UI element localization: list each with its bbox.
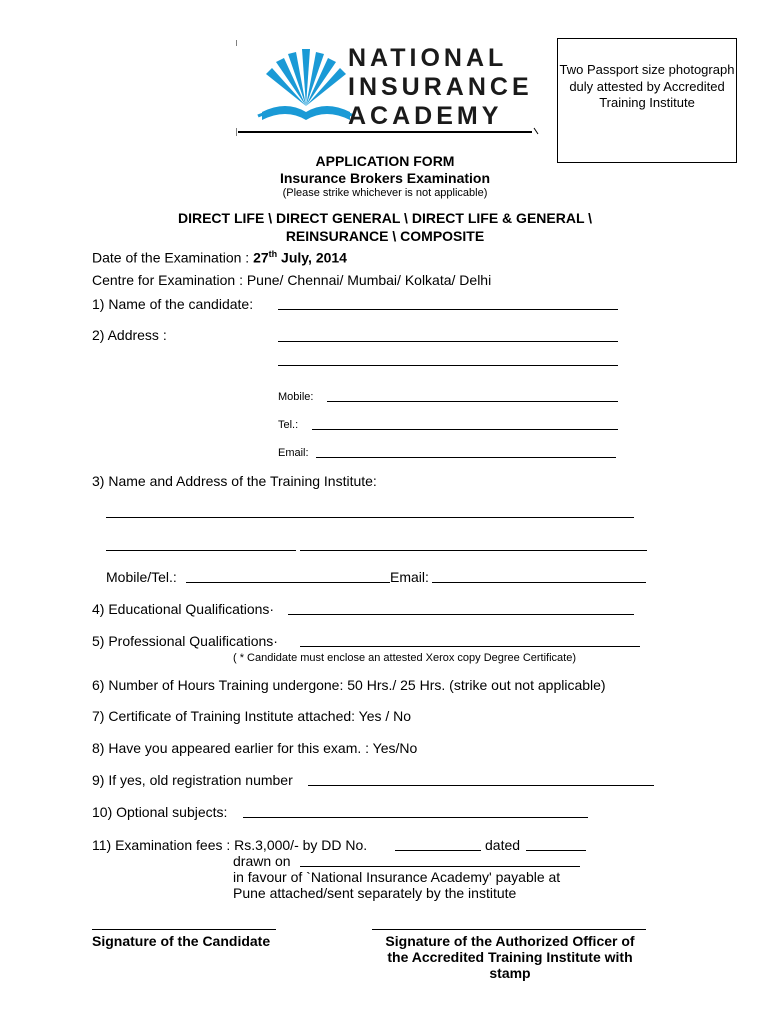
hours-label: 6) Number of Hours Training undergone: 50 Hrs./ 25 Hrs. (strike out not applicable) xyxy=(92,677,606,693)
drawn-on-field[interactable] xyxy=(300,866,580,867)
email-field[interactable] xyxy=(316,457,616,458)
optional-field[interactable] xyxy=(243,817,588,818)
favour-text: in favour of `National Insurance Academy' payable at xyxy=(233,869,561,885)
mobile-field[interactable] xyxy=(327,401,618,402)
strike-note: (Please strike whichever is not applicable) xyxy=(282,187,488,199)
institute-field-line1[interactable] xyxy=(106,517,634,518)
logo-text-academy: ACADEMY xyxy=(348,102,503,130)
address-field-line2[interactable] xyxy=(278,365,618,366)
old-reg-field[interactable] xyxy=(308,785,654,786)
institute-field-line2b[interactable] xyxy=(300,550,647,551)
edu-field[interactable] xyxy=(288,614,634,615)
exam-date-sup: th xyxy=(268,249,278,259)
officer-signature-line[interactable] xyxy=(372,929,646,930)
dd-date-field[interactable] xyxy=(526,850,586,851)
drawn-on-label: drawn on xyxy=(233,853,291,869)
officer-signature-line2: the Accredited Training Institute with xyxy=(387,949,633,965)
mobile-label: Mobile: xyxy=(278,391,314,403)
categories-line2: REINSURANCE \ COMPOSITE xyxy=(285,228,485,244)
candidate-signature-line[interactable] xyxy=(92,929,276,930)
candidate-signature-label: Signature of the Candidate xyxy=(92,933,271,949)
name-label: 1) Name of the candidate: xyxy=(92,296,254,312)
form-title: APPLICATION FORM xyxy=(315,153,455,169)
prof-label: 5) Professional Qualifications· xyxy=(92,633,278,649)
fees-dated-label: dated xyxy=(485,837,521,853)
institute-mobile-label: Mobile/Tel.: xyxy=(106,569,177,585)
prof-note: ( * Candidate must enclose an attested Xerox copy Degree Certificate) xyxy=(233,652,577,664)
optional-label: 10) Optional subjects: xyxy=(92,804,228,820)
name-field[interactable] xyxy=(278,309,618,310)
certificate-label: 7) Certificate of Training Institute attached: Yes / No xyxy=(92,708,412,724)
institute-mobile-field[interactable] xyxy=(186,582,390,583)
institute-label: 3) Name and Address of the Training Institute: xyxy=(92,473,377,489)
address-field-line1[interactable] xyxy=(278,341,618,342)
exam-date-day: 27 xyxy=(253,249,269,266)
fees-label: 11) Examination fees : Rs.3,000/- by DD No. xyxy=(92,837,368,853)
photo-instructions: Two Passport size photograph duly attested by Accredited Training Institute xyxy=(559,62,735,110)
officer-signature-line1: Signature of the Authorized Officer of xyxy=(385,933,635,949)
tel-field[interactable] xyxy=(312,429,618,430)
officer-signature-label xyxy=(360,933,660,981)
institute-email-field[interactable] xyxy=(432,582,646,583)
prof-field[interactable] xyxy=(300,646,640,647)
dd-number-field[interactable] xyxy=(395,850,481,851)
exam-centre: Centre for Examination : Pune/ Chennai/ Mumbai/ Kolkata/ Delhi xyxy=(92,272,492,288)
address-label: 2) Address : xyxy=(92,327,167,343)
exam-date-label: Date of the Examination : xyxy=(92,249,254,266)
edu-label: 4) Educational Qualifications· xyxy=(92,601,275,617)
exam-date xyxy=(92,246,347,266)
logo-text-insurance: INSURANCE xyxy=(348,73,533,101)
tel-label: Tel.: xyxy=(278,419,299,431)
pune-text: Pune attached/sent separately by the institute xyxy=(233,885,517,901)
logo-text-national: NATIONAL xyxy=(348,44,508,72)
email-label: Email: xyxy=(278,447,309,459)
officer-signature-line3: stamp xyxy=(489,965,531,981)
old-reg-label: 9) If yes, old registration number xyxy=(92,772,293,788)
appeared-label: 8) Have you appeared earlier for this exam. : Yes/No xyxy=(92,740,418,756)
institute-email-label: Email: xyxy=(390,569,429,585)
categories-line1: DIRECT LIFE \ DIRECT GENERAL \ DIRECT LIFE & GENERAL \ xyxy=(177,210,593,226)
exam-date-rest: July, 2014 xyxy=(277,249,347,266)
exam-title: Insurance Brokers Examination xyxy=(279,170,491,186)
institute-field-line2a[interactable] xyxy=(106,550,296,551)
